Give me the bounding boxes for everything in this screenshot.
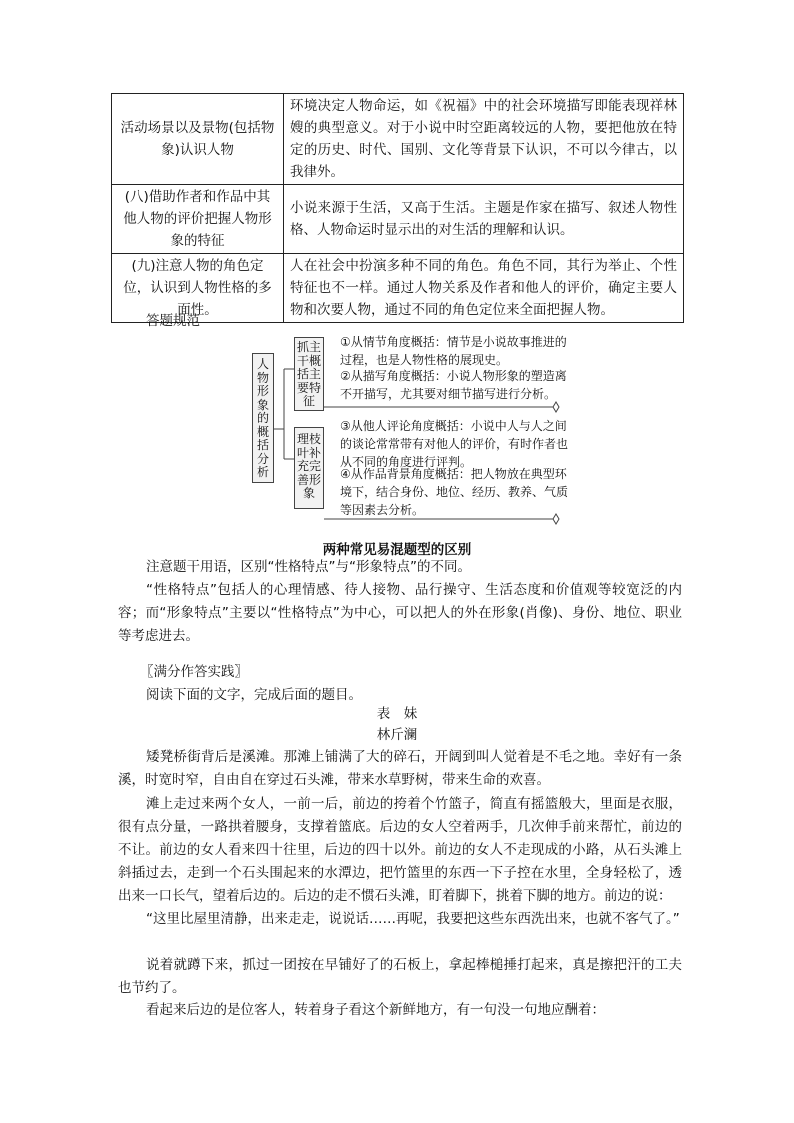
diagram-branch-label: 理枝 叶补 充完 善形 象 <box>297 432 322 500</box>
diagram-point: ②从描写角度概括：小说人物形象的塑造离不开描写，尤其要对细节描写进行分析。 <box>340 369 567 401</box>
table-cell-method: 活动场景以及景物(包括物象)认识人物 <box>112 94 284 185</box>
diagram-branch-box <box>294 427 324 509</box>
methods-table <box>111 93 684 323</box>
practice-heading: 〖满分作答实践〗 <box>140 664 248 680</box>
diagram-root-box <box>252 353 274 483</box>
table-cell-method: (九)注意人物的角色定位，认识到人物性格的多面性。 <box>112 254 284 323</box>
note-paragraph: “性格特点”包括人的心理情感、待人接物、品行操守、生活态度和价值观等较宽泛的内容；而“形象特点”主要以“性格特点”为中心，可以把人的外在形象(肖像)、身份、地位、职业等考虑进去。 <box>118 582 682 644</box>
story-paragraph: 说着就蹲下来，抓过一团按在早铺好了的石板上，拿起棒槌捶打起来，真是擦把汗的工夫也节约了。 <box>118 957 682 996</box>
table-row <box>112 185 684 254</box>
story-title: 表 妹 <box>376 706 418 722</box>
diagram-point: ③从他人评论角度概括：小说中人与人之间的谈论常常带有对他人的评价，有时作者也从不同的角度进行评判。 <box>340 419 569 469</box>
practice-instruction: 阅读下面的文字，完成后面的题目。 <box>146 687 362 703</box>
diagram-point: ①从情节角度概括：情节是小说故事推进的过程，也是人物性格的展现史。 <box>340 335 567 367</box>
story-paragraph: 矮凳桥街背后是溪滩。那滩上铺满了大的碎石，开阔到叫人觉着是不毛之地。幸好有一条溪，时宽时窄，自由自在穿过石头滩，带来水草野树，带来生命的欢喜。 <box>118 749 682 788</box>
story-paragraph: 滩上走过来两个女人，一前一后，前边的挎着个竹篮子，简直有摇篮般大，里面是衣服，很有点分量，一路拱着腰身，支撑着篮底。后边的女人空着两手，几次伸手前来帮忙，前边的不让。前边的女人看来四十往里，后边的四十以外。前边的女人不走现成的小路，从石头滩上斜插过去，走到一个石头围起来的水潭边，把竹篮里的东西一下子控在水里，全身轻松了，透出来一口长气，望着后边的。后边的走不惯石头滩，盯着脚下，挑着下脚的地方。前边的说： <box>118 796 682 904</box>
table-cell-explanation: 小说来源于生活，又高于生活。主题是作家在描写、叙述人物性格、人物命运时显示出的对生活的理解和认识。 <box>284 185 684 254</box>
diagram-branch-label: 抓主 干概 括主 要特 征 <box>297 340 322 408</box>
table-row <box>112 94 684 185</box>
table-cell-explanation: 人在社会中扮演多种不同的角色。角色不同，其行为举止、个性特征也不一样。通过人物关系及作者和他人的评价，确定主要人物和次要人物，通过不同的角色定位来全面把握人物。 <box>284 254 684 323</box>
story-paragraph: “这里比屋里清静，出来走走，说说话……再呢，我要把这些东西洗出来，也就不客气了。” <box>146 911 680 927</box>
diamond-marker-icon <box>553 402 559 412</box>
section-caption: 两种常见易混题型的区别 <box>322 542 472 558</box>
note-paragraph: 注意题干用语，区别“性格特点”与“形象特点”的不同。 <box>146 559 471 575</box>
summary-diagram <box>250 331 580 531</box>
diagram-point: ④从作品背景角度概括：把人物放在典型环境下，结合身份、地位、经历、教养、气质等因素去分析。 <box>340 467 569 517</box>
section-label: 答题规范 <box>146 313 200 329</box>
table-cell-method: (八)借助作者和作品中其他人物的评价把握人物形象的特征 <box>112 185 284 254</box>
story-paragraph: 看起来后边的是位客人，转着身子看这个新鲜地方，有一句没一句地应酬着： <box>146 1002 605 1018</box>
diagram-root-label: 人 物 形 象 的 概 括 分 析 <box>256 357 269 479</box>
table-cell-explanation: 环境决定人物命运，如《祝福》中的社会环境描写即能表现祥林嫂的典型意义。对于小说中时空距离较远的人物，要把他放在特定的历史、时代、国别、文化等背景下认识，不可以今律古，以我律外。 <box>284 94 684 185</box>
diagram-branch-box <box>294 337 324 411</box>
story-author: 林斤澜 <box>376 727 418 743</box>
